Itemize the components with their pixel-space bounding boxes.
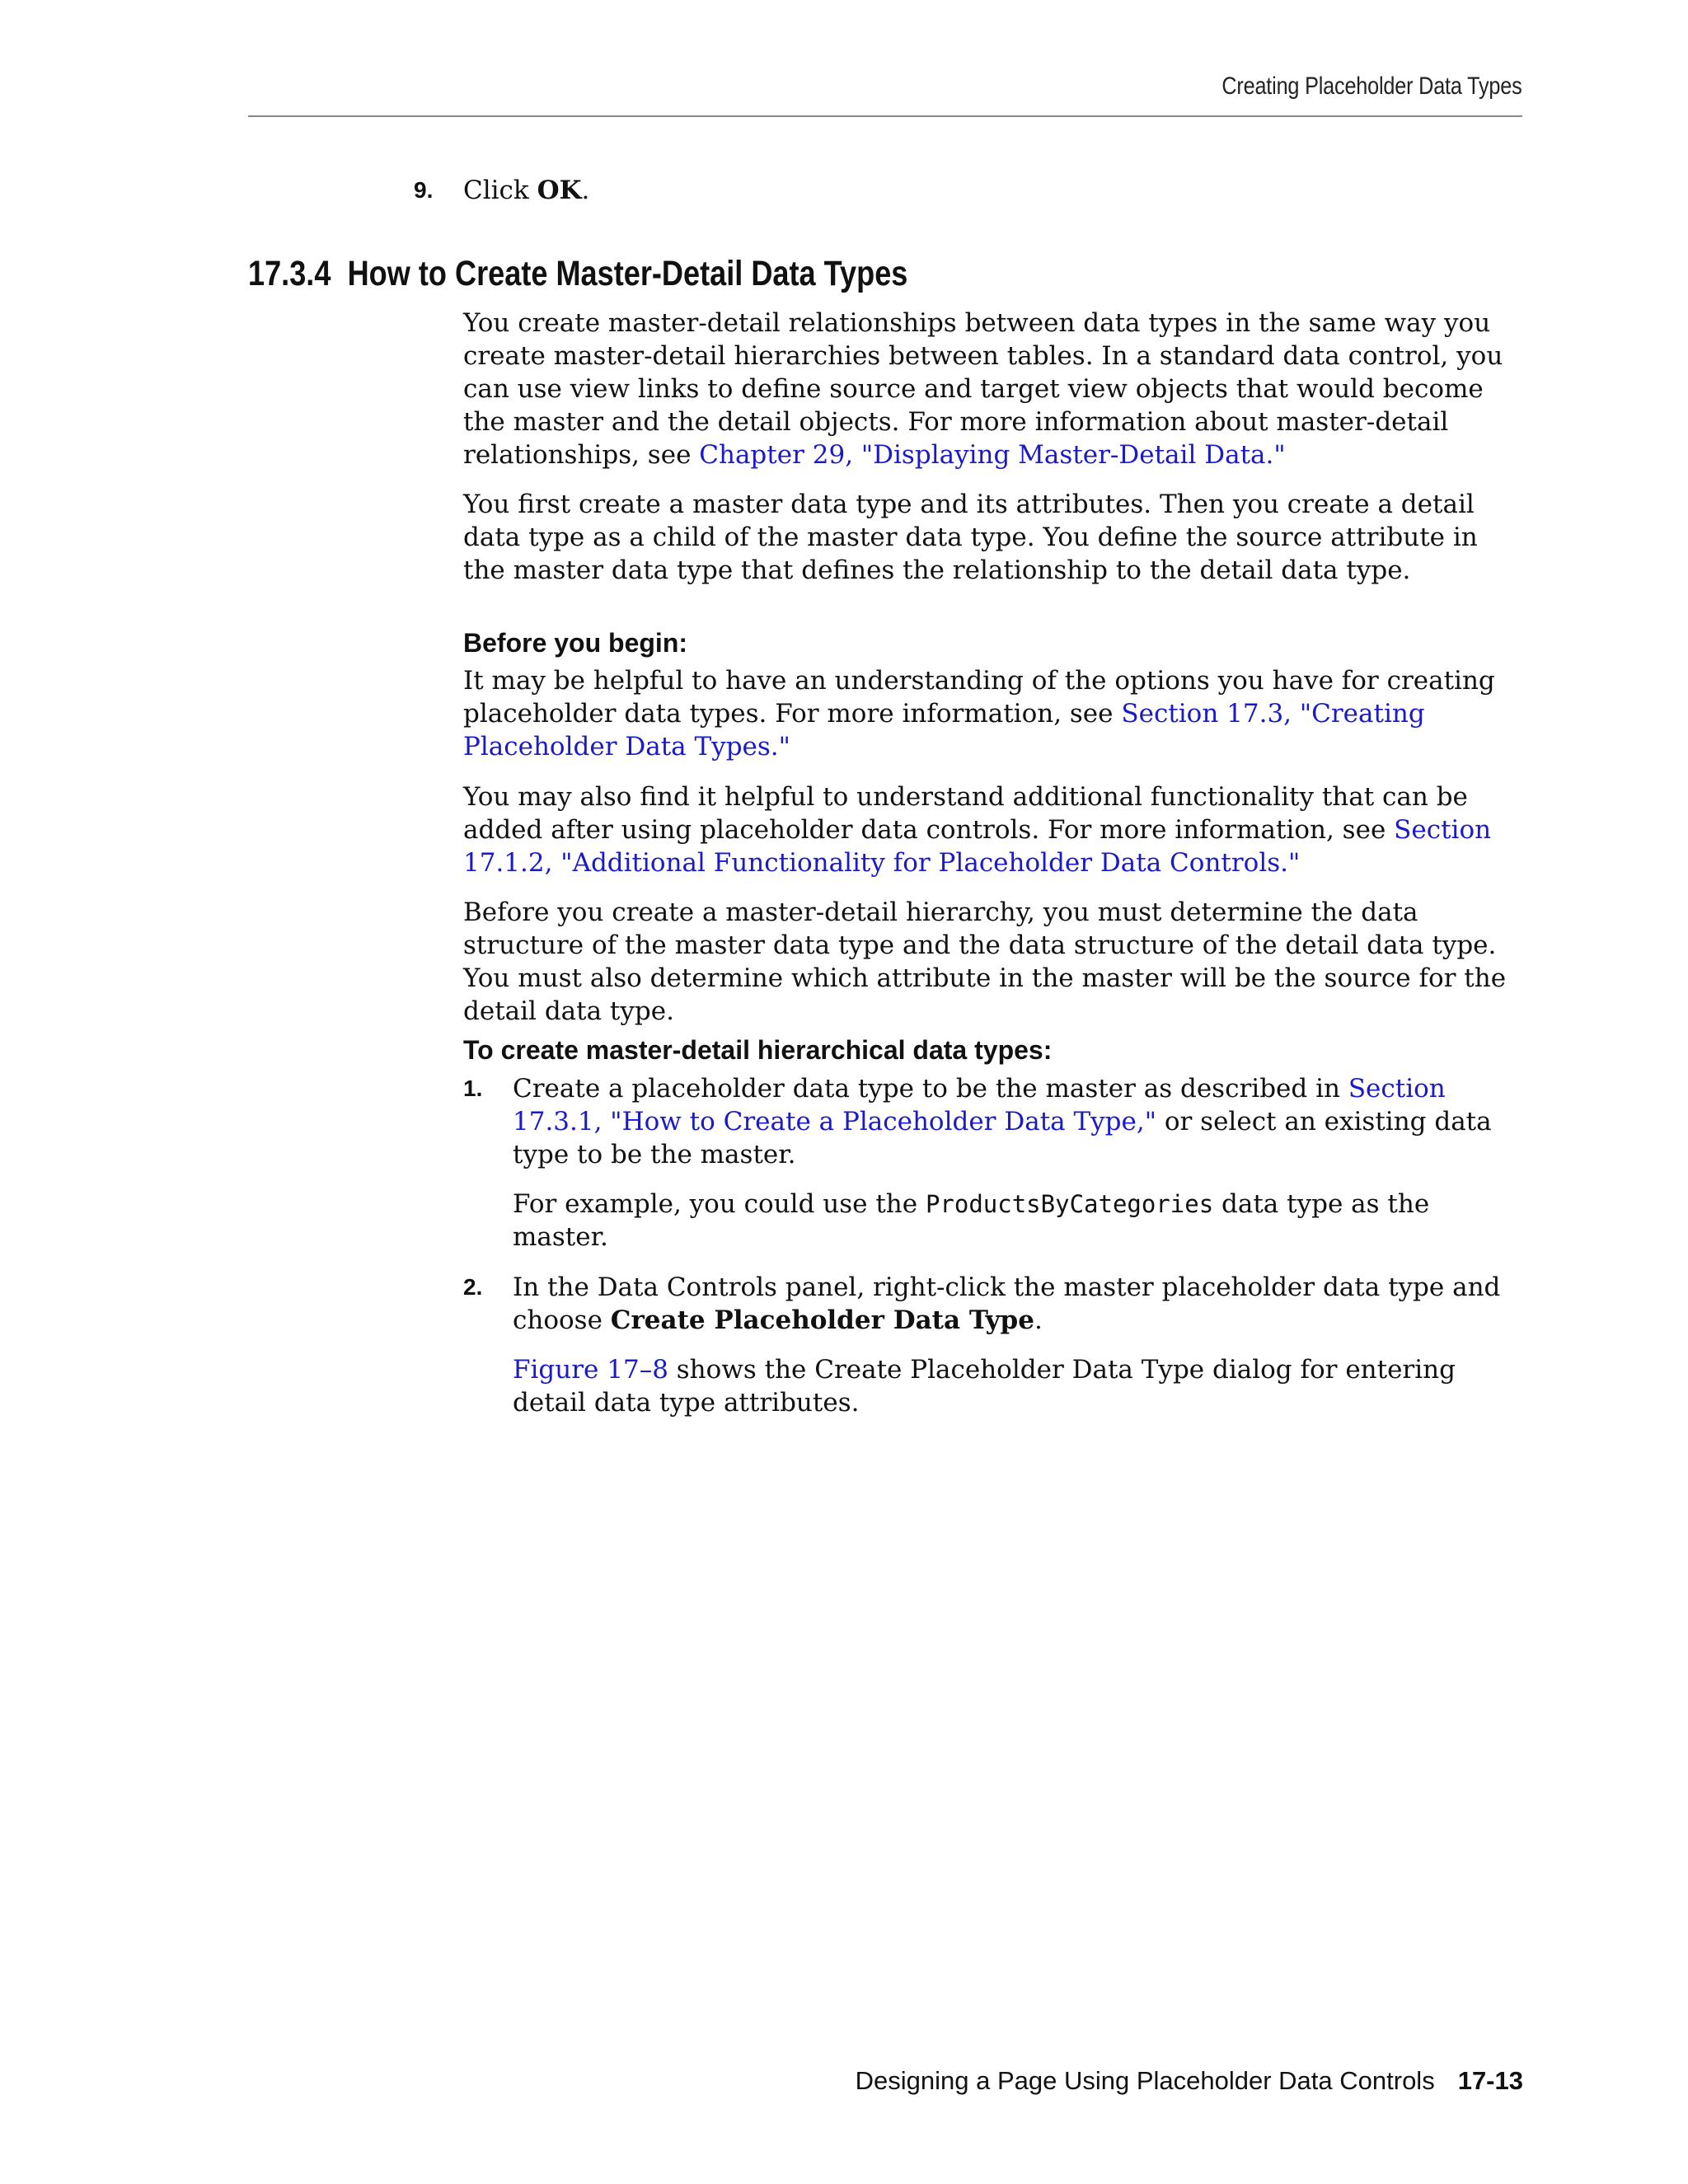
step-2 (463, 1271, 1522, 1337)
step-text-end: . (581, 176, 590, 205)
example-text-end: data type as the master. (513, 1189, 1430, 1252)
intro-text: You create master-detail relationships between data types in the same way you create master-detail hierarchies between tables. In a standard data control, you can use view links to define source and target view objects that would become the master and the detail objects. For more information about master-detail relationships, see (463, 308, 1503, 470)
step-1-example (513, 1188, 1522, 1254)
step-text-end: . (1034, 1305, 1043, 1335)
step-number: 1. (463, 1076, 483, 1101)
section-title: How to Create Master-Detail Data Types (347, 254, 908, 293)
overview-paragraph: You first create a master data type and its attributes. Then you create a detail data type as a child of the master data type. You define the source attribute in the master data type that defines the relationship to the detail data type. (463, 490, 1478, 585)
section-17-1-2-link[interactable]: Section 17.1.2, "Additional Functionality for Placeholder Data Controls." (463, 815, 1492, 878)
figure-note-text: shows the Create Placeholder Data Type dialog for entering detail data type attributes. (513, 1355, 1456, 1418)
prereq-text-1: It may be helpful to have an understanding of the options you have for creating placeholder data types. For more information, see (463, 666, 1495, 729)
ok-emphasis: OK (537, 176, 582, 205)
prereq-paragraph-1 (463, 664, 1522, 763)
page-number: 17-13 (1457, 2066, 1523, 2095)
code-products-by-categories: ProductsByCategories (925, 1190, 1214, 1218)
procedure-heading: To create master-detail hierarchical data types: (463, 1035, 1053, 1065)
prereq-paragraph-2 (463, 780, 1522, 879)
step-text: In the Data Controls panel, right-click the master placeholder data type and choose (513, 1272, 1501, 1335)
chapter-29-link[interactable]: Chapter 29, "Displaying Master-Detail Data." (699, 440, 1286, 470)
section-17-3-link[interactable]: Section 17.3, "Creating Placeholder Data Types." (463, 699, 1425, 762)
section-heading (248, 251, 907, 297)
step-9 (414, 174, 1535, 207)
footer-book-title: Designing a Page Using Placeholder Data Controls (855, 2066, 1435, 2095)
page-footer (856, 2064, 1523, 2097)
section-17-3-1-link[interactable]: Section 17.3.1, "How to Create a Placeholder Data Type," (513, 1074, 1446, 1137)
prereq-paragraph-3: Before you create a master-detail hierarchy, you must determine the data structure of the master data type and the data structure of the detail data type. You must also determine which attribute in the master will be the source for the detail data type. (463, 898, 1507, 1026)
step-text: Create a placeholder data type to be the master as described in (513, 1074, 1348, 1104)
prereq-text-2: You may also find it helpful to understand additional functionality that can be added after using placeholder data controls. For more information, see (463, 782, 1468, 845)
running-header-title: Creating Placeholder Data Types (1221, 73, 1522, 100)
before-you-begin-heading: Before you begin: (463, 628, 688, 658)
menu-item-emphasis: Create Placeholder Data Type (610, 1305, 1034, 1335)
example-text: For example, you could use the (513, 1189, 926, 1219)
figure-17-8-link[interactable]: Figure 17–8 (513, 1355, 668, 1385)
intro-paragraph (463, 307, 1522, 471)
step-number: 2. (463, 1274, 483, 1300)
step-1 (463, 1072, 1522, 1171)
step-number: 9. (414, 177, 434, 203)
section-number: 17.3.4 (248, 254, 331, 293)
header-divider (248, 115, 1522, 117)
step-text: Click (463, 176, 537, 205)
step-text-end: or select an existing data type to be the master. (513, 1107, 1492, 1169)
step-2-figure-note (513, 1353, 1522, 1419)
